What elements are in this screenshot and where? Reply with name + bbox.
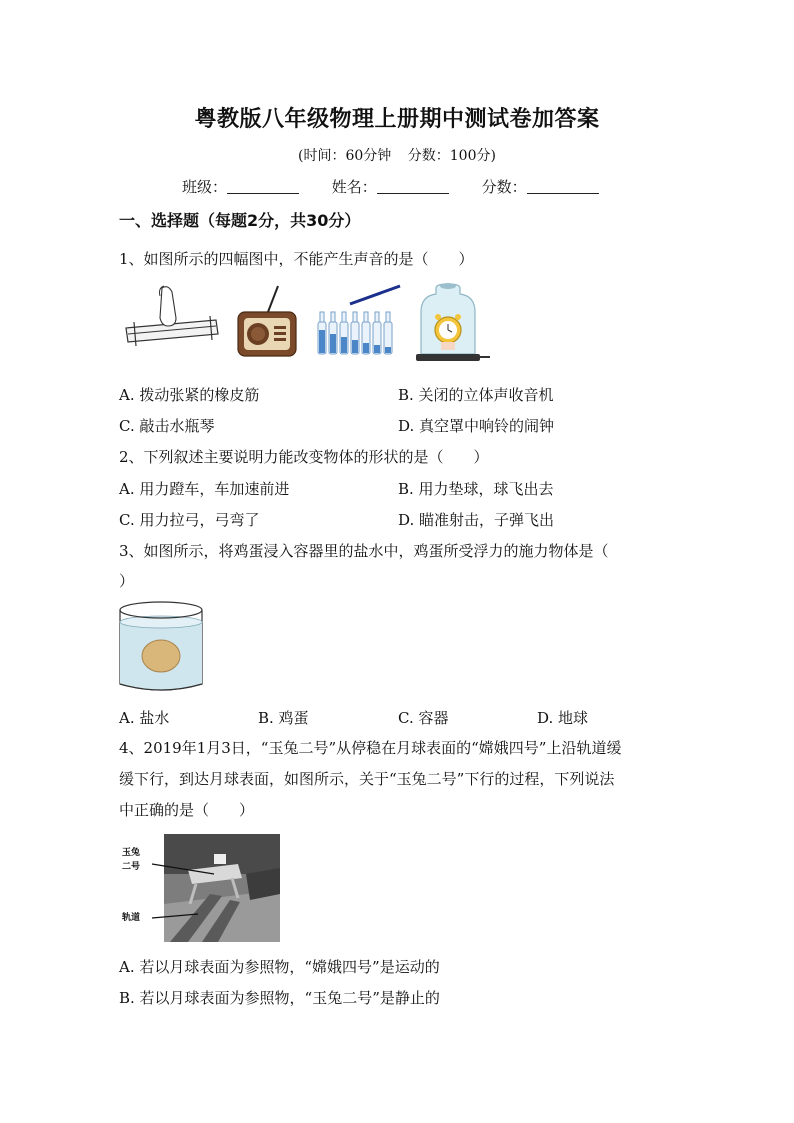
water-bottles-figure — [318, 286, 400, 354]
class-blank[interactable] — [227, 179, 299, 194]
radio-figure — [238, 286, 296, 356]
q2-option-d[interactable]: D. 瞄准射击，子弹飞出 — [398, 511, 555, 529]
name-blank[interactable] — [377, 179, 449, 194]
student-info-line — [182, 176, 627, 197]
exam-meta — [0, 145, 794, 165]
q4-stem-line3: 中正确的是（ ） — [119, 801, 255, 819]
bell-jar-figure — [416, 283, 490, 361]
q1-stem: 1、如图所示的四幅图中，不能产生声音的是（ ） — [119, 250, 474, 268]
name-label: 姓名： — [331, 178, 377, 196]
rover-label-line2: 二号 — [122, 862, 141, 872]
q2-option-b[interactable]: B. 用力垫球，球飞出去 — [398, 480, 554, 498]
exam-time: (时间：60分钟 — [298, 148, 392, 164]
q3-stem-line1: 3、如图所示，将鸡蛋浸入容器里的盐水中，鸡蛋所受浮力的施力物体是（ — [119, 542, 609, 560]
q2-option-a[interactable]: A. 用力蹬车，车加速前进 — [119, 480, 290, 498]
q3-option-a[interactable]: A. 盐水 — [119, 709, 170, 727]
q1-option-b[interactable]: B. 关闭的立体声收音机 — [398, 386, 554, 404]
class-label: 班级： — [182, 178, 228, 196]
q1-option-c[interactable]: C. 敲击水瓶琴 — [119, 417, 215, 435]
rover-label — [122, 846, 140, 874]
q4-option-a[interactable]: A. 若以月球表面为参照物，“嫦娥四号”是运动的 — [119, 958, 440, 976]
rubber-band-figure — [126, 286, 218, 346]
track-label: 轨道 — [122, 913, 141, 923]
q1-option-d[interactable]: D. 真空罩中响铃的闹钟 — [398, 417, 555, 435]
q1-option-a[interactable]: A. 拨动张紧的橡皮筋 — [119, 386, 260, 404]
q3-stem-line2: ） — [119, 572, 135, 590]
rover-label-line1: 玉兔 — [122, 848, 141, 858]
q4-stem-line2: 缓下行，到达月球表面，如图所示，关于“玉兔二号”下行的过程，下列说法 — [119, 770, 615, 788]
q2-stem: 2、下列叙述主要说明力能改变物体的形状的是（ ） — [119, 448, 489, 466]
q4-stem-line1: 4、2019年1月3日，“玉兔二号”从停稳在月球表面的“嫦娥四号”上沿轨道缓 — [119, 739, 622, 757]
score-label: 分数： — [481, 178, 527, 196]
rover-photo — [118, 834, 280, 942]
exam-score: 分数：100分) — [407, 148, 496, 164]
q3-option-b[interactable]: B. 鸡蛋 — [258, 709, 309, 727]
q1-figures — [118, 282, 498, 367]
q3-option-d[interactable]: D. 地球 — [537, 709, 589, 727]
section-heading-choice: 一、选择题（每题2分，共30分） — [119, 211, 361, 230]
page-title: 粤教版八年级物理上册期中测试卷加答案 — [194, 107, 600, 132]
q3-option-c[interactable]: C. 容器 — [398, 709, 449, 727]
q2-option-c[interactable]: C. 用力拉弓，弓弯了 — [119, 511, 260, 529]
q3-beaker-figure — [116, 600, 206, 696]
q4-rover-figure — [118, 834, 280, 942]
q4-option-b[interactable]: B. 若以月球表面为参照物，“玉兔二号”是静止的 — [119, 989, 440, 1007]
score-blank[interactable] — [527, 179, 599, 194]
